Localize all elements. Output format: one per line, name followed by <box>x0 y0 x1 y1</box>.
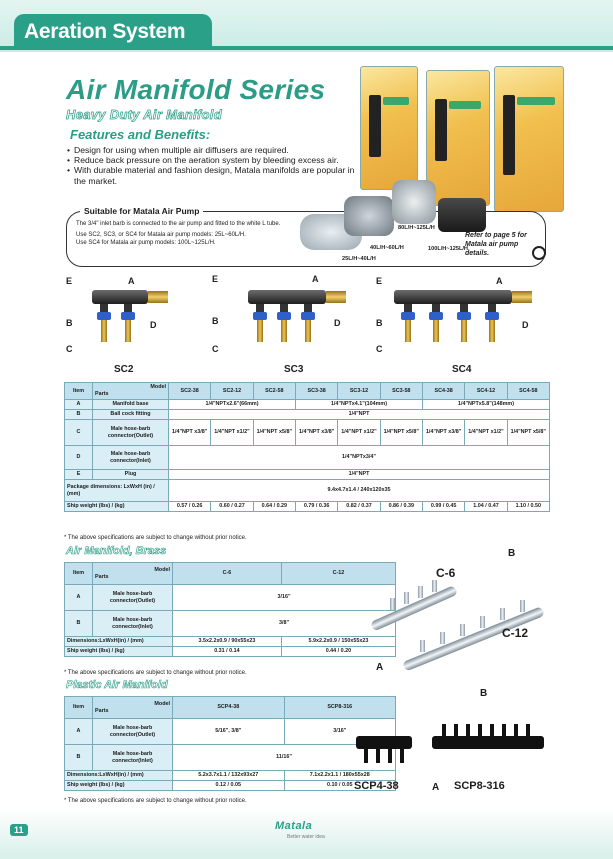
outlet-nib <box>514 724 518 736</box>
manifold-name: SC3 <box>284 364 304 375</box>
plastic-spec-table <box>64 696 396 791</box>
parts-model-header <box>93 697 173 719</box>
callout-c: C <box>376 344 383 354</box>
valve-outlet <box>404 304 412 344</box>
value-cell: 5/16", 3/8" <box>173 719 285 745</box>
value-cell: 0.57 / 0.26 <box>169 502 211 512</box>
outlet-nib <box>404 592 409 604</box>
outlet-nib <box>432 580 437 592</box>
air-pump-image <box>392 180 436 224</box>
package-image <box>494 66 564 212</box>
value-cell: 1/4"NPT x1/2" <box>465 420 507 446</box>
table-row <box>65 446 550 470</box>
table-row <box>65 420 550 446</box>
valve-outlet <box>488 304 496 344</box>
table-row <box>65 771 396 781</box>
package-unit: (in) / (mm) <box>67 483 155 497</box>
weight-label-cell <box>65 502 169 512</box>
outlet-nib <box>460 624 465 636</box>
sc-spec-table <box>64 382 550 512</box>
table-row <box>65 719 396 745</box>
page-title: Air Manifold Series <box>66 74 326 105</box>
model-cell: SC4-58 <box>507 383 549 400</box>
item-cell: C <box>65 420 93 446</box>
pump-note: The 3/4" inlet barb is connected to the air pump and fitted to the white L tube. <box>76 221 281 227</box>
feature-item: • With durable material and fashion design, Matala manifolds are popular in the market. <box>66 165 366 185</box>
callout-b: B <box>508 548 516 559</box>
spec-note: * The above specifications are subject to change without prior notice. <box>64 670 247 676</box>
weight-unit: (lbs) / (kg) <box>98 648 125 654</box>
package-image <box>360 66 418 190</box>
table-row <box>65 400 550 410</box>
brass-spec-table <box>64 562 396 657</box>
pump-caption: 25L/H~40L/H <box>342 256 376 262</box>
page-subtitle: Heavy Duty Air Manifold <box>66 107 222 122</box>
table-row <box>65 637 396 647</box>
table-header-row <box>65 697 396 719</box>
item-cell: D <box>65 446 93 470</box>
outlet-nib <box>500 608 505 620</box>
value-cell: 0.86 / 0.39 <box>380 502 422 512</box>
value-cell: 11/16" <box>173 745 396 771</box>
brand-logo: Matala <box>275 820 313 832</box>
value-cell: 1/4"NPTx5.8"(148mm) <box>422 400 549 410</box>
value-cell: 1/4"NPT <box>169 410 550 420</box>
model-cell: SC3-58 <box>380 383 422 400</box>
outlet-nib <box>364 749 368 763</box>
table-row <box>65 502 550 512</box>
item-cell: B <box>65 611 93 637</box>
value-cell: 1.10 / 0.50 <box>507 502 549 512</box>
value-cell: 1/4"NPT x5/8" <box>380 420 422 446</box>
dimensions-label: Dimensions:LxWxH(in) / (mm) <box>65 637 173 647</box>
table-header-row <box>65 383 550 400</box>
spec-note: * The above specifications are subject to change without prior notice. <box>64 798 247 804</box>
weight-label-cell <box>65 647 173 657</box>
brass-heading: Air Manifold, Brass <box>66 545 167 557</box>
value-cell: 3/8" <box>173 611 396 637</box>
value-cell: 1/4"NPTx4.1"(104mm) <box>295 400 422 410</box>
outlet-nib <box>400 749 404 763</box>
item-header: Item <box>65 563 93 585</box>
value-cell: 3/16" <box>173 585 396 611</box>
plastic-manifold-scp4 <box>356 736 412 749</box>
weight-label: Ship weight <box>67 503 98 509</box>
table-header-row <box>65 563 396 585</box>
outlet-nib <box>388 749 392 763</box>
outlet-nib <box>420 640 425 652</box>
feature-item: • Reduce back pressure on the aeration system by bleeding excess air. <box>66 155 366 165</box>
valve-outlet <box>256 304 264 344</box>
outlet-nib <box>440 632 445 644</box>
value-cell: 0.99 / 0.45 <box>422 502 464 512</box>
value-cell: 1/4"NPT <box>169 470 550 480</box>
item-header: Item <box>65 383 93 400</box>
valve-outlet <box>124 304 132 344</box>
value-cell: 9.4x4.7x1.4 / 240x120x35 <box>169 480 550 502</box>
package-label: Package dimensions: LxWxH <box>67 483 142 490</box>
plastic-heading: Plastic Air Manifold <box>66 679 168 691</box>
value-cell: 1/4"NPT x5/8" <box>507 420 549 446</box>
value-cell: 0.10 / 0.05 <box>284 781 396 791</box>
table-row <box>65 647 396 657</box>
page-number: 11 <box>10 824 28 836</box>
parts-header: Parts <box>95 391 109 397</box>
valve-outlet <box>100 304 108 344</box>
model-cell: SC4-12 <box>465 383 507 400</box>
model-cell: SC4-38 <box>422 383 464 400</box>
value-cell: 0.44 / 0.20 <box>281 647 395 657</box>
callout-c12: C-12 <box>502 626 529 640</box>
parts-header: Parts <box>95 573 109 580</box>
outlet-nib <box>376 749 380 763</box>
model-header: Model <box>150 384 166 390</box>
outlet-nib <box>478 724 482 736</box>
air-pump-image <box>438 198 486 232</box>
item-cell: B <box>65 745 93 771</box>
value-cell: 1/4"NPT x3/8" <box>295 420 337 446</box>
outlet-nib <box>520 600 525 612</box>
callout-d: D <box>334 318 341 328</box>
outlet-nib <box>480 616 485 628</box>
manifold-sc2-body <box>92 290 148 304</box>
callout-a: A <box>312 274 319 284</box>
manifold-sc4-body <box>394 290 512 304</box>
brand-slogan: Better water idea <box>287 834 325 840</box>
model-header: Model <box>154 700 170 707</box>
callout-d: D <box>522 320 529 330</box>
magnifier-icon <box>532 246 546 260</box>
callout-scp8: SCP8-316 <box>454 780 505 792</box>
item-cell: B <box>65 410 93 420</box>
part-cell: Male hose-barb connector(Outlet) <box>93 420 169 446</box>
outlet-nib <box>526 724 530 736</box>
features-heading: Features and Benefits: <box>70 127 211 142</box>
table-row <box>65 410 550 420</box>
model-cell: SC3-38 <box>295 383 337 400</box>
part-cell: Plug <box>93 470 169 480</box>
callout-d: D <box>150 320 157 330</box>
value-cell: 0.82 / 0.37 <box>338 502 380 512</box>
value-cell: 0.60 / 0.27 <box>211 502 253 512</box>
value-cell: 0.31 / 0.14 <box>173 647 282 657</box>
model-cell: SC3-12 <box>338 383 380 400</box>
item-cell: A <box>65 585 93 611</box>
model-cell: SCP8-316 <box>284 697 396 719</box>
table-row <box>65 585 396 611</box>
table-row <box>65 611 396 637</box>
model-cell: C-6 <box>173 563 282 585</box>
inlet-barb <box>148 291 168 303</box>
pump-caption: 100L/H~125L/H <box>428 246 468 252</box>
valve-outlet <box>432 304 440 344</box>
pump-caption: 40L/H~60L/H <box>370 245 404 251</box>
value-cell: 1/4"NPT x1/2" <box>338 420 380 446</box>
package-label-cell <box>65 480 169 502</box>
outlet-nib <box>454 724 458 736</box>
pump-caption: 80L/H~125L/H <box>398 225 435 231</box>
callout-c: C <box>212 344 219 354</box>
outlet-nib <box>418 586 423 598</box>
value-cell: 1/4"NPTx3/4" <box>169 446 550 470</box>
pump-notes <box>76 220 286 247</box>
inlet-barb <box>512 291 532 303</box>
item-cell: E <box>65 470 93 480</box>
value-cell: 7.1x2.2x1.1 / 180x55x28 <box>284 771 396 781</box>
value-cell: 3.5x2.2x0.9 / 90x55x23 <box>173 637 282 647</box>
part-cell: Male hose-barb connector(Inlet) <box>93 611 173 637</box>
weight-label: Ship weight <box>67 782 98 788</box>
spec-note: * The above specifications are subject to change without prior notice. <box>64 535 247 541</box>
model-cell: SC2-12 <box>211 383 253 400</box>
outlet-nib <box>466 724 470 736</box>
plastic-manifold-scp8 <box>432 736 544 749</box>
table-row <box>65 470 550 480</box>
value-cell: 0.79 / 0.36 <box>295 502 337 512</box>
callout-e: E <box>212 274 219 284</box>
package-image <box>426 70 490 206</box>
callout-a: A <box>128 276 135 286</box>
dimensions-label: Dimensions:LxWxH(in) / (mm) <box>65 771 173 781</box>
callout-scp4: SCP4-38 <box>354 780 399 792</box>
parts-model-header <box>93 383 169 400</box>
section-tab: Aeration System <box>14 14 212 48</box>
callout-a: A <box>376 662 384 673</box>
value-cell: 1/4"NPT x3/8" <box>169 420 211 446</box>
callout-b: B <box>212 316 219 326</box>
callout-c6: C-6 <box>436 566 456 580</box>
manifold-name: SC2 <box>114 364 134 375</box>
weight-label: Ship weight <box>67 648 98 654</box>
outlet-nib <box>490 724 494 736</box>
manifold-name: SC4 <box>452 364 472 375</box>
model-cell: SC2-38 <box>169 383 211 400</box>
item-header: Item <box>65 697 93 719</box>
parts-model-header <box>93 563 173 585</box>
model-cell: SC2-58 <box>253 383 295 400</box>
value-cell: 1/4"NPTx2.6"(66mm) <box>169 400 296 410</box>
callout-b: B <box>376 318 383 328</box>
callout-e: E <box>376 276 383 286</box>
table-row <box>65 480 550 502</box>
value-cell: 1/4"NPT x5/8" <box>253 420 295 446</box>
table-row <box>65 781 396 791</box>
part-cell: Manifold base <box>93 400 169 410</box>
callout-e: E <box>66 276 73 286</box>
outlet-nib <box>390 598 395 610</box>
model-cell: SCP4-38 <box>173 697 285 719</box>
parts-header: Parts <box>95 707 109 714</box>
value-cell: 5.9x2.2x0.9 / 150x55x23 <box>281 637 395 647</box>
valve-outlet <box>304 304 312 344</box>
weight-unit: (lbs) / (kg) <box>98 782 125 788</box>
outlet-nib <box>442 724 446 736</box>
weight-label-cell <box>65 781 173 791</box>
pump-box-label: Suitable for Matala Air Pump <box>80 206 203 216</box>
part-cell: Male hose-barb connector(Outlet) <box>93 719 173 745</box>
model-cell: C-12 <box>281 563 395 585</box>
value-cell: 5.2x3.7x1.1 / 132x93x27 <box>173 771 285 781</box>
value-cell: 0.12 / 0.05 <box>173 781 285 791</box>
value-cell: 1/4"NPT x1/2" <box>211 420 253 446</box>
item-cell: A <box>65 400 93 410</box>
part-cell: Male hose-barb connector(Inlet) <box>93 745 173 771</box>
pump-note: Use SC4 for Matala air pump models: 100L~125L/H. <box>76 240 216 246</box>
table-row <box>65 745 396 771</box>
manifold-sc3-body <box>248 290 326 304</box>
features-list <box>66 145 366 186</box>
valve-outlet <box>280 304 288 344</box>
model-header: Model <box>154 566 170 573</box>
value-cell: 3/16" <box>284 719 396 745</box>
callout-b: B <box>66 318 73 328</box>
value-cell: 1.04 / 0.47 <box>465 502 507 512</box>
valve-outlet <box>460 304 468 344</box>
pump-note: Use SC2, SC3, or SC4 for Matala air pump models: 25L~60L/H. <box>76 232 246 238</box>
callout-a: A <box>496 276 503 286</box>
item-cell: A <box>65 719 93 745</box>
outlet-nib <box>502 724 506 736</box>
refer-note: Refer to page 5 for Matala air pump details. <box>465 232 527 257</box>
weight-unit: (lbs) / (kg) <box>98 503 125 509</box>
part-cell: Ball cock fitting <box>93 410 169 420</box>
feature-item: • Design for using when multiple air diffusers are required. <box>66 145 366 155</box>
value-cell: 0.64 / 0.29 <box>253 502 295 512</box>
air-pump-image <box>344 196 394 236</box>
part-cell: Male hose-barb connector(Outlet) <box>93 585 173 611</box>
value-cell: 1/4"NPT x3/8" <box>422 420 464 446</box>
callout-a: A <box>432 782 440 793</box>
inlet-barb <box>326 291 346 303</box>
callout-b: B <box>480 688 488 699</box>
part-cell: Male hose-barb connector(Inlet) <box>93 446 169 470</box>
callout-c: C <box>66 344 73 354</box>
